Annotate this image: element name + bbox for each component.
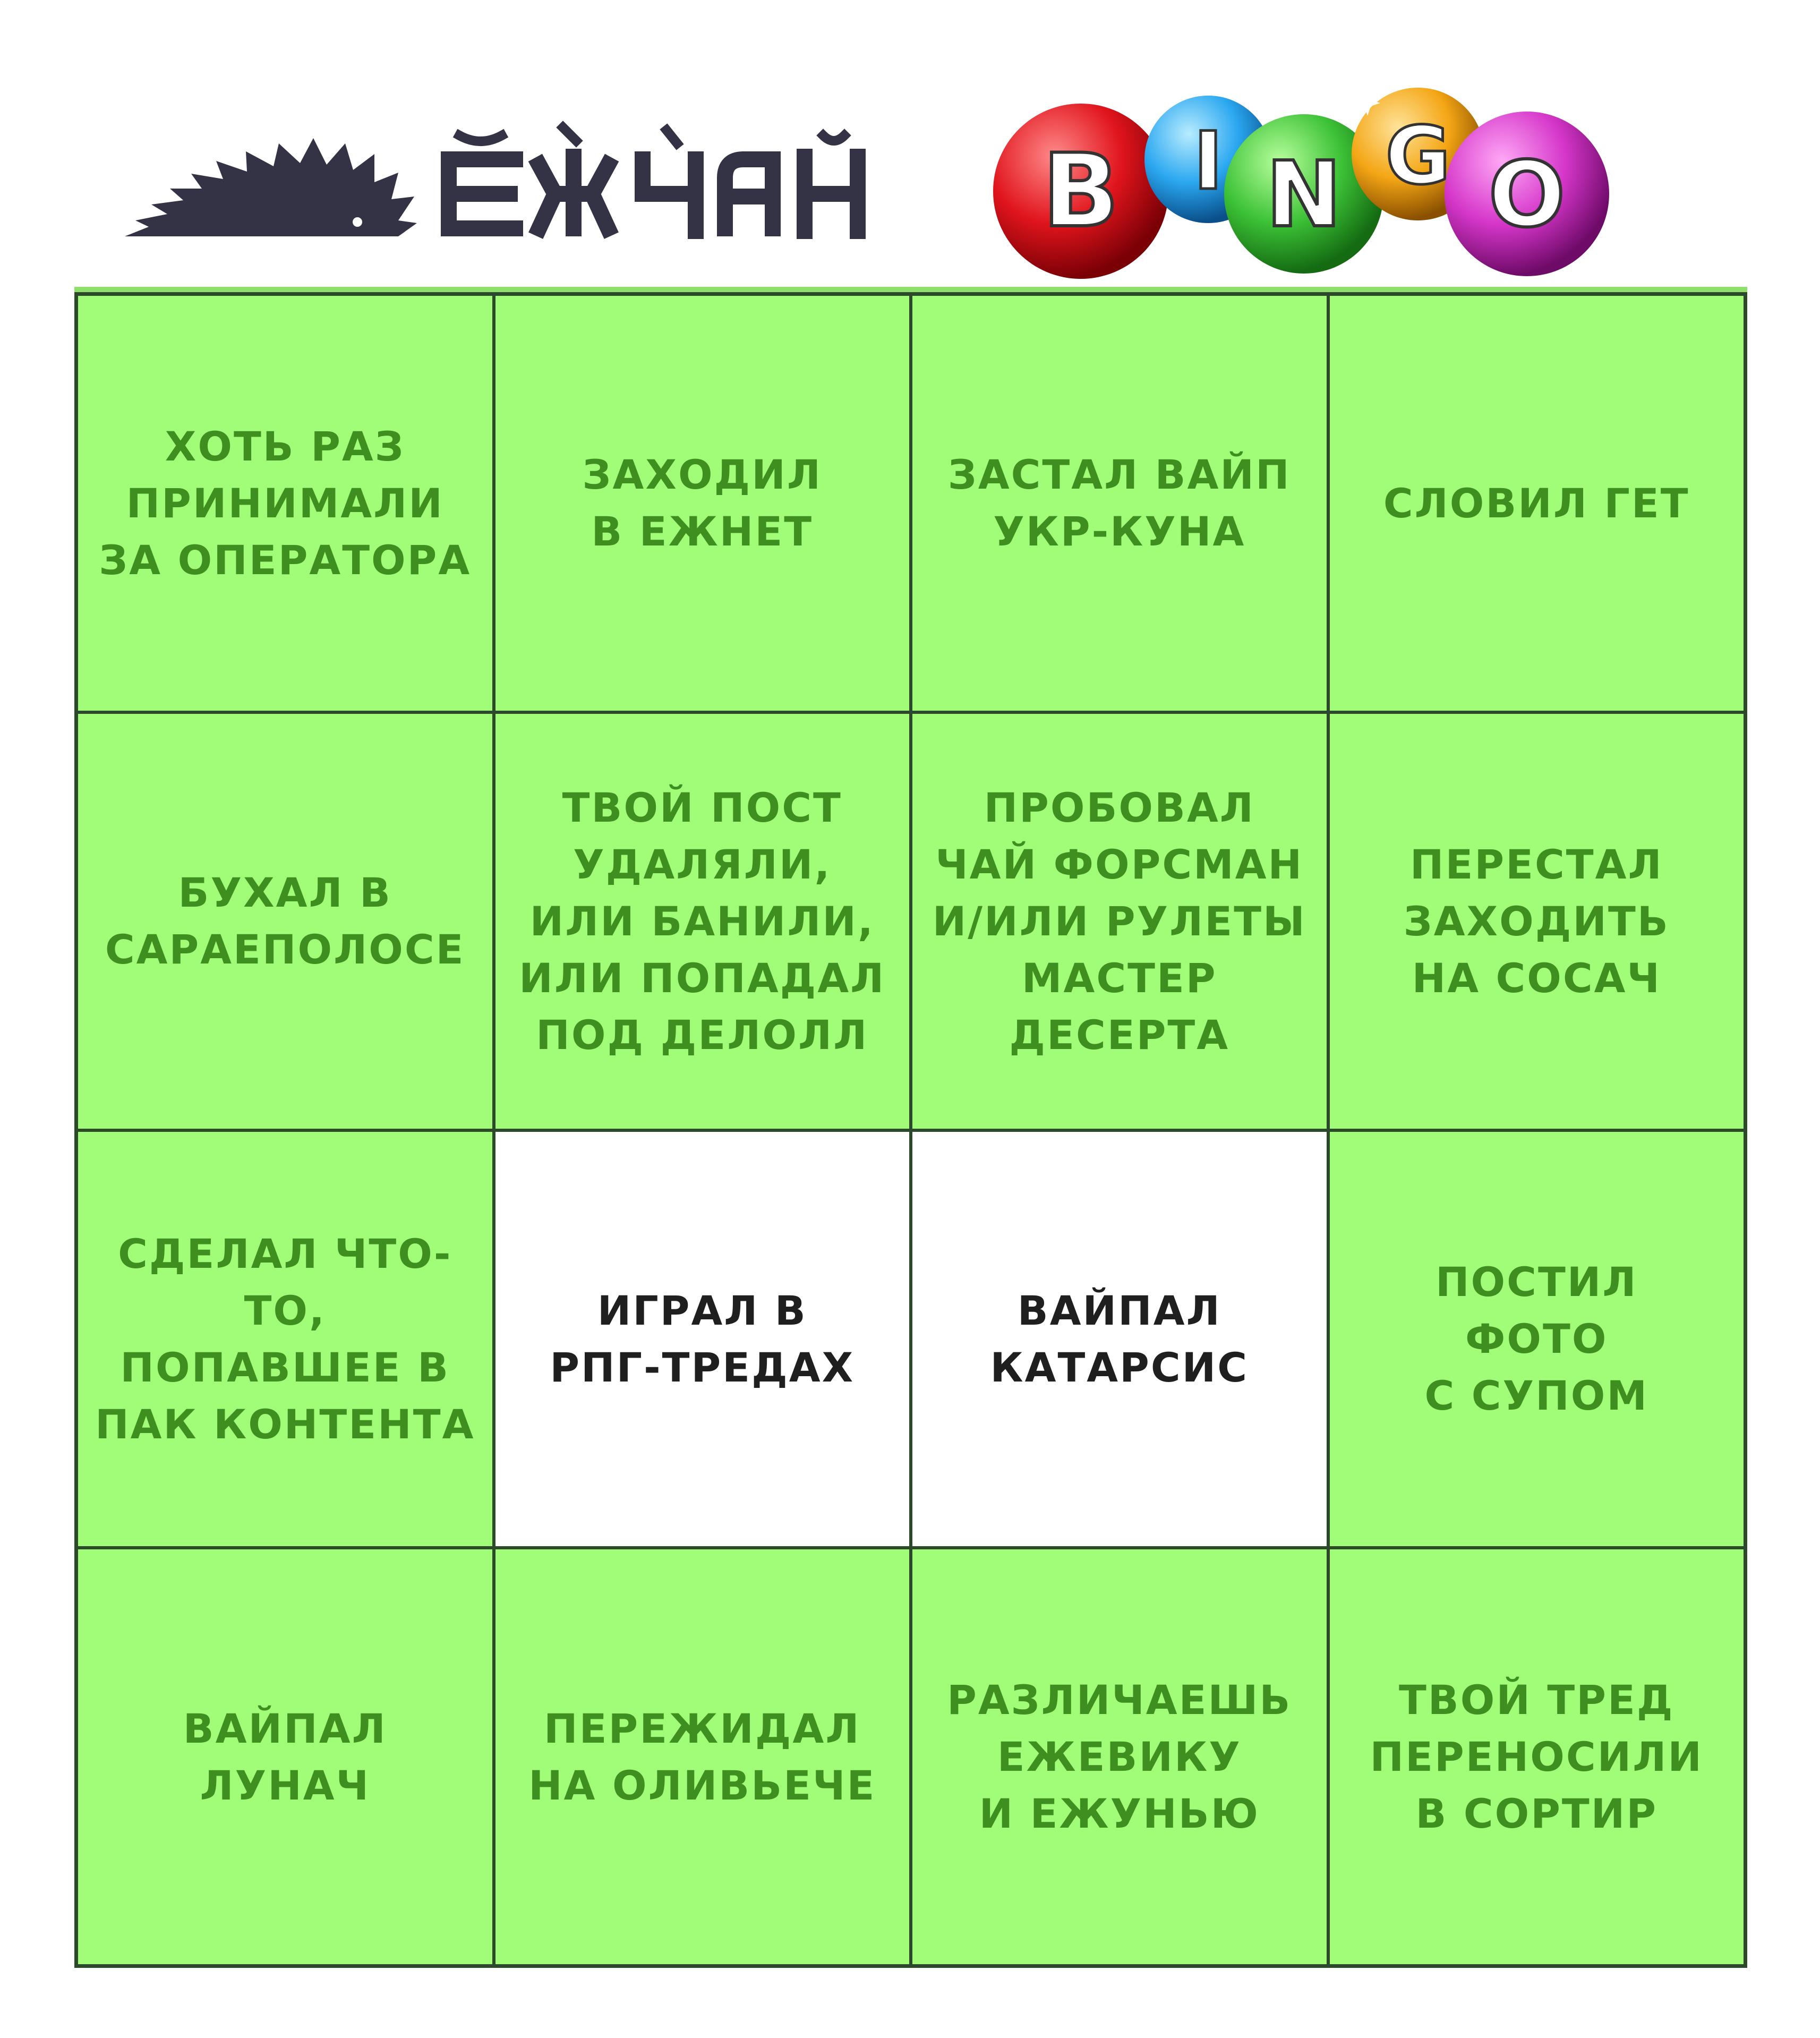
bingo-cell[interactable] bbox=[78, 714, 492, 1129]
svg-text:O: O bbox=[1488, 142, 1566, 248]
bingo-cell[interactable] bbox=[495, 296, 910, 711]
cell-text: СЛОВИЛ ГЕТ bbox=[1383, 479, 1690, 527]
bingo-board bbox=[74, 292, 1747, 1968]
bingo-cell[interactable] bbox=[912, 714, 1327, 1129]
brand-wordmark bbox=[449, 127, 858, 231]
cell-text: СДЕЛАЛ ЧТО-ТО, ПОПАВШЕЕ В ПАК КОНТЕНТА bbox=[95, 1230, 475, 1448]
cell-text: БУХАЛ В САРАЕПОЛОСЕ bbox=[105, 869, 465, 974]
cell-text: ПОСТИЛ ФОТО С СУПОМ bbox=[1424, 1258, 1648, 1420]
hedgehog-icon bbox=[125, 138, 417, 236]
bingo-cell[interactable] bbox=[495, 1549, 910, 1964]
bingo-ball-b bbox=[993, 104, 1168, 279]
bingo-cell[interactable] bbox=[1330, 296, 1744, 711]
bingo-cell[interactable] bbox=[495, 714, 910, 1129]
bingo-cell-marked[interactable] bbox=[912, 1132, 1327, 1547]
svg-text:G: G bbox=[1385, 110, 1451, 202]
cell-text: ПЕРЕСТАЛ ЗАХОДИТЬ НА СОСАЧ bbox=[1403, 840, 1670, 1002]
cell-text: ХОТЬ РАЗ ПРИНИМАЛИ ЗА ОПЕРАТОРА bbox=[99, 422, 472, 584]
cell-text: ВАЙПАЛ ЛУНАЧ bbox=[183, 1704, 387, 1809]
bingo-cell[interactable] bbox=[912, 296, 1327, 711]
bingo-cell[interactable] bbox=[78, 1132, 492, 1547]
cell-text: ПЕРЕЖИДАЛ НА ОЛИВЬЕЧЕ bbox=[528, 1704, 876, 1809]
ezhchan-logo bbox=[119, 114, 921, 244]
cell-text: ТВОЙ ПОСТ УДАЛЯЛИ, ИЛИ БАНИЛИ, ИЛИ ПОПАДАЛ ПОД ДЕЛОЛЛ bbox=[519, 783, 886, 1059]
bingo-cell[interactable] bbox=[78, 296, 492, 711]
bingo-logo bbox=[985, 74, 1622, 282]
bingo-cell-marked[interactable] bbox=[495, 1132, 910, 1547]
header bbox=[0, 0, 1820, 287]
cell-text: ВАЙПАЛ КАТАРСИС bbox=[990, 1286, 1249, 1391]
bingo-cell[interactable] bbox=[1330, 714, 1744, 1129]
cell-text: ИГРАЛ В РПГ-ТРЕДАХ bbox=[550, 1286, 855, 1391]
bingo-cell[interactable] bbox=[912, 1549, 1327, 1964]
svg-text:N: N bbox=[1266, 142, 1342, 248]
cell-text: ЗАХОДИЛ В ЕЖНЕТ bbox=[582, 451, 822, 556]
svg-text:I: I bbox=[1193, 115, 1223, 208]
cell-text: ТВОЙ ТРЕД ПЕРЕНОСИЛИ В СОРТИР bbox=[1370, 1676, 1703, 1838]
bingo-cell[interactable] bbox=[78, 1549, 492, 1964]
cell-text: ПРОБОВАЛ ЧАЙ ФОРСМАН И/ИЛИ РУЛЕТЫ МАСТЕР ДЕСЕРТА bbox=[932, 783, 1306, 1059]
cell-text: РАЗЛИЧАЕШЬ ЕЖЕВИКУ И ЕЖУНЬЮ bbox=[947, 1676, 1292, 1838]
bingo-ball-o bbox=[1445, 112, 1609, 276]
cell-text: ЗАСТАЛ ВАЙП УКР-КУНА bbox=[947, 451, 1291, 556]
svg-text:B: B bbox=[1042, 132, 1120, 250]
bingo-cell[interactable] bbox=[1330, 1549, 1744, 1964]
bingo-cell[interactable] bbox=[1330, 1132, 1744, 1547]
